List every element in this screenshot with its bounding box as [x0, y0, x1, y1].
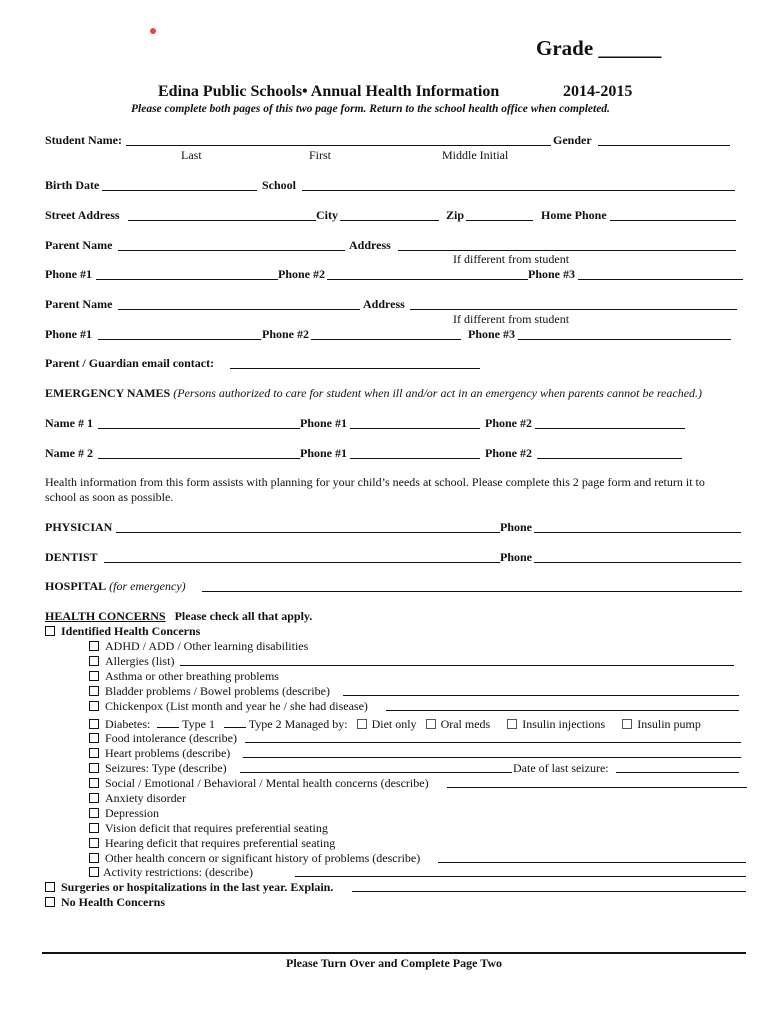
- parent1-address-label: Address: [349, 238, 391, 252]
- diet-only-checkbox[interactable]: [357, 719, 367, 729]
- bladder-field[interactable]: [343, 695, 739, 696]
- concern-food: [89, 731, 237, 746]
- city-field[interactable]: [340, 220, 439, 221]
- concern-allergies: [89, 654, 174, 669]
- diabetes-type1-blank[interactable]: [157, 716, 179, 728]
- parent2-phone3-field[interactable]: [518, 339, 731, 340]
- diabetes-type2-blank[interactable]: [224, 716, 246, 728]
- surgeries-checkbox[interactable]: [45, 882, 55, 892]
- last-seizure-label: Date of last seizure:: [513, 761, 609, 775]
- concern-label: Allergies (list): [105, 654, 175, 668]
- diabetes-type1-label: Type 1: [182, 717, 215, 731]
- student-name-field[interactable]: [126, 145, 551, 146]
- gender-label: Gender: [553, 133, 592, 147]
- emergency-name2-field[interactable]: [98, 458, 300, 459]
- insulin-pump-checkbox[interactable]: [622, 719, 632, 729]
- middle-caption: Middle Initial: [442, 148, 509, 162]
- footer-divider: [42, 952, 746, 954]
- parent1-name-field[interactable]: [118, 250, 345, 251]
- physician-phone-label: Phone: [500, 520, 533, 534]
- concerns-heading: HEALTH CONCERNS: [45, 609, 166, 623]
- parent1-phone1-field[interactable]: [96, 279, 278, 280]
- parent2-phone2-field[interactable]: [311, 339, 461, 340]
- concern-anxiety: [89, 791, 186, 806]
- concern-label: Other health concern or significant history of problems (describe): [105, 851, 421, 865]
- concern-label: Bladder problems / Bowel problems (describe): [105, 684, 330, 698]
- red-dot-mark: [150, 28, 156, 34]
- allergies-field[interactable]: [180, 665, 734, 666]
- concern-label: Depression: [105, 806, 159, 820]
- concern-heart: [89, 746, 230, 761]
- parent2-phone1-field[interactable]: [98, 339, 261, 340]
- email-field[interactable]: [230, 368, 480, 369]
- concern-other: [89, 851, 420, 866]
- surgeries-label: Surgeries or hospitalizations in the last year. Explain.: [61, 880, 334, 894]
- other-field[interactable]: [438, 862, 746, 863]
- parent1-if-different: If different from student: [453, 252, 570, 266]
- concern-label: Activity restrictions: (describe): [103, 865, 253, 879]
- parent2-phone2-label: Phone #2: [262, 327, 310, 341]
- info-text: Health information from this form assists with planning for your child’s needs at school. Please complete this 2 page form and return it to: [45, 475, 705, 489]
- concern-vision: [89, 821, 328, 836]
- emergency-name2-phone1-field[interactable]: [350, 458, 480, 459]
- parent1-name-label: Parent Name: [45, 238, 113, 252]
- concern-label: Hearing deficit that requires preferential seating: [105, 836, 336, 850]
- concern-label: Asthma or other breathing problems: [105, 669, 279, 683]
- food-field[interactable]: [245, 742, 741, 743]
- concern-checkbox[interactable]: [89, 867, 99, 877]
- concern-checkbox[interactable]: [89, 748, 99, 758]
- concern-checkbox[interactable]: [89, 719, 99, 729]
- concern-label: Diabetes:: [105, 717, 151, 731]
- insulin-pump-label: Insulin pump: [637, 717, 701, 731]
- diabetes-type2-label: Type 2: [248, 717, 282, 731]
- no-concerns-label: No Health Concerns: [61, 895, 165, 909]
- city-label: City: [316, 208, 338, 222]
- concern-adhd: [89, 639, 308, 654]
- concerns-heading-row: [45, 609, 312, 624]
- managed-by-label: Managed by:: [284, 717, 348, 731]
- school-label: School: [262, 178, 297, 192]
- concern-activity: [89, 865, 253, 880]
- form-year: 2014-2015: [563, 83, 633, 100]
- concern-checkbox[interactable]: [89, 793, 99, 803]
- concern-checkbox[interactable]: [89, 853, 99, 863]
- physician-phone-field[interactable]: [534, 532, 741, 533]
- dentist-field[interactable]: [104, 562, 500, 563]
- concern-checkbox[interactable]: [89, 686, 99, 696]
- concern-label: Food intolerance (describe): [105, 731, 237, 745]
- last-caption: Last: [181, 148, 202, 162]
- concern-checkbox[interactable]: [89, 671, 99, 681]
- concern-chickenpox: [89, 699, 368, 714]
- concern-checkbox[interactable]: [89, 656, 99, 666]
- emergency-name1-phone1-label: Phone #1: [300, 416, 348, 430]
- hospital-row: [45, 579, 186, 594]
- concern-checkbox[interactable]: [89, 763, 99, 773]
- concern-checkbox[interactable]: [89, 808, 99, 818]
- concern-social: [89, 776, 429, 791]
- hospital-label: HOSPITAL: [45, 579, 107, 593]
- concern-label: ADHD / ADD / Other learning disabilities: [105, 639, 309, 653]
- street-address-label: Street Address: [45, 208, 120, 222]
- parent1-phone2-label: Phone #2: [278, 267, 326, 281]
- insulin-injections-label: Insulin injections: [522, 717, 606, 731]
- hospital-field[interactable]: [202, 591, 742, 592]
- parent1-phone2-field[interactable]: [327, 279, 528, 280]
- identified-concerns-checkbox[interactable]: [45, 626, 55, 636]
- parent1-phone3-field[interactable]: [578, 279, 743, 280]
- parent1-phone3-label: Phone #3: [528, 267, 576, 281]
- heart-field[interactable]: [243, 757, 741, 758]
- dentist-label: DENTIST: [45, 550, 98, 564]
- concern-checkbox[interactable]: [89, 778, 99, 788]
- info-text-2: school as soon as possible.: [45, 490, 174, 504]
- concern-hearing: [89, 836, 335, 851]
- birth-date-label: Birth Date: [45, 178, 100, 192]
- concern-checkbox[interactable]: [89, 838, 99, 848]
- parent2-if-different: If different from student: [453, 312, 570, 326]
- dentist-phone-label: Phone: [500, 550, 533, 564]
- no-concerns-row: [45, 895, 165, 910]
- student-name-label: Student Name:: [45, 133, 122, 147]
- emergency-note: (Persons authorized to care for student when ill and/or act in an emergency when parents cannot be reached.): [173, 386, 703, 400]
- emergency-name1-phone1-field[interactable]: [350, 428, 480, 429]
- emergency-heading-row: [45, 386, 702, 401]
- emergency-name2-phone2-label: Phone #2: [485, 446, 533, 460]
- concern-diabetes: [89, 716, 701, 732]
- concern-checkbox[interactable]: [89, 641, 99, 651]
- form-instructions: Please complete both pages of this two page form. Return to the school health office when completed.: [131, 103, 610, 115]
- concern-checkbox[interactable]: [89, 823, 99, 833]
- emergency-name2-phone1-label: Phone #1: [300, 446, 348, 460]
- email-label: Parent / Guardian email contact:: [45, 356, 215, 370]
- concern-label: Heart problems (describe): [105, 746, 231, 760]
- parent2-name-field[interactable]: [118, 309, 360, 310]
- oral-meds-label: Oral meds: [440, 717, 491, 731]
- street-address-field[interactable]: [128, 220, 316, 221]
- chickenpox-field[interactable]: [386, 710, 739, 711]
- insulin-injections-checkbox[interactable]: [507, 719, 517, 729]
- emergency-name2-phone2-field[interactable]: [537, 458, 682, 459]
- form-title: Edina Public Schools• Annual Health Information: [158, 83, 500, 100]
- concern-label: Vision deficit that requires preferential seating: [105, 821, 328, 835]
- surgeries-field[interactable]: [352, 891, 746, 892]
- home-phone-field[interactable]: [610, 220, 736, 221]
- dentist-phone-field[interactable]: [534, 562, 741, 563]
- last-seizure-field[interactable]: [616, 772, 739, 773]
- parent2-address-field[interactable]: [410, 309, 737, 310]
- concern-label: Social / Emotional / Behavioral / Mental health concerns (describe): [105, 776, 429, 790]
- oral-meds-checkbox[interactable]: [426, 719, 436, 729]
- parent2-phone3-label: Phone #3: [468, 327, 516, 341]
- gender-field[interactable]: [598, 145, 730, 146]
- identified-concerns-row: [45, 624, 200, 639]
- first-caption: First: [309, 148, 332, 162]
- concern-label: Chickenpox (List month and year he / she had disease): [105, 699, 368, 713]
- social-field[interactable]: [447, 787, 747, 788]
- parent2-name-label: Parent Name: [45, 297, 113, 311]
- emergency-name1-label: Name # 1: [45, 416, 93, 430]
- footer-text: Please Turn Over and Complete Page Two: [286, 956, 502, 970]
- no-concerns-checkbox[interactable]: [45, 897, 55, 907]
- concern-checkbox[interactable]: [89, 701, 99, 711]
- diet-only-label: Diet only: [371, 717, 417, 731]
- parent2-phone1-label: Phone #1: [45, 327, 93, 341]
- emergency-heading: EMERGENCY NAMES: [45, 386, 171, 400]
- concern-asthma: [89, 669, 279, 684]
- school-field[interactable]: [302, 190, 735, 191]
- physician-label: PHYSICIAN: [45, 520, 113, 534]
- emergency-name1-phone2-field[interactable]: [535, 428, 685, 429]
- parent1-address-field[interactable]: [398, 250, 736, 251]
- emergency-name1-phone2-label: Phone #2: [485, 416, 533, 430]
- seizures-field[interactable]: [240, 772, 512, 773]
- concern-seizures: [89, 761, 227, 776]
- concern-bladder: [89, 684, 330, 699]
- zip-label: Zip: [446, 208, 465, 222]
- identified-concerns-label: Identified Health Concerns: [61, 624, 201, 638]
- emergency-name2-label: Name # 2: [45, 446, 93, 460]
- concern-checkbox[interactable]: [89, 733, 99, 743]
- physician-field[interactable]: [116, 532, 500, 533]
- concern-label: Seizures: Type (describe): [105, 761, 227, 775]
- zip-field[interactable]: [466, 220, 533, 221]
- birth-date-field[interactable]: [102, 190, 257, 191]
- surgeries-row: [45, 880, 333, 895]
- concern-depression: [89, 806, 159, 821]
- activity-field[interactable]: [295, 876, 746, 877]
- concern-label: Anxiety disorder: [105, 791, 186, 805]
- home-phone-label: Home Phone: [541, 208, 607, 222]
- grade-label[interactable]: Grade ______: [536, 36, 662, 60]
- parent1-phone1-label: Phone #1: [45, 267, 93, 281]
- concerns-instruction: Please check all that apply.: [174, 609, 313, 623]
- emergency-name1-field[interactable]: [98, 428, 300, 429]
- parent2-address-label: Address: [363, 297, 405, 311]
- hospital-note: (for emergency): [109, 579, 186, 593]
